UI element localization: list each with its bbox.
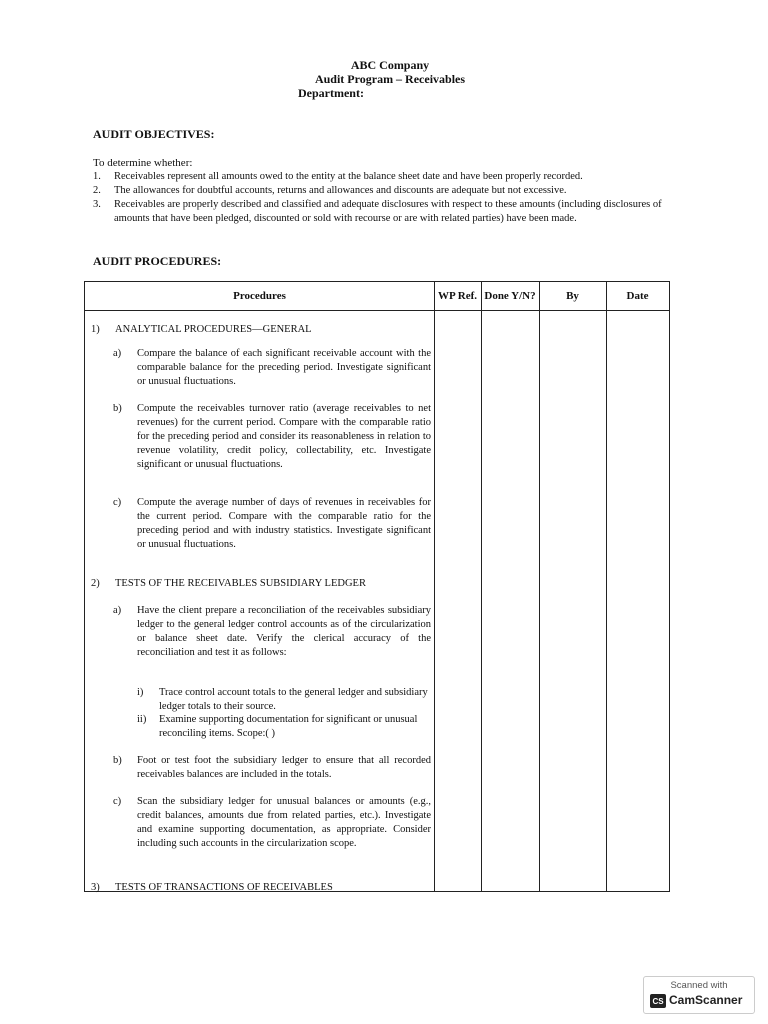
procedure-item: c) Scan the subsidiary ledger for unusual balances or amounts (e.g., credit balances, amounts due from related parties, etc.). Investigate and examine supporting documentation, as appropriate. Consider including such accounts in the circularization scope. <box>113 796 431 849</box>
column-divider <box>481 282 482 891</box>
header-divider <box>85 310 669 311</box>
camscanner-logo-icon: CS <box>650 994 666 1008</box>
column-divider <box>434 282 435 891</box>
col-header-wp-ref: WP Ref. <box>437 290 478 302</box>
procedure-item: b) Compute the receivables turnover ratio (average receivables to net revenues) for the current period. Compare with the comparable ratio for the preceding period and consider its reasonableness in relation to revenue volatility, credit policy, collectability, etc. Investigate significant or unusual fluctuations. <box>113 403 431 470</box>
objectives-list <box>93 170 693 226</box>
procedure-item: a) Have the client prepare a reconciliation of the receivables subsidiary ledger to the general ledger control accounts as of the circularization or balance sheet date. Verify the clerical accuracy of the reconciliation and test it as follows: <box>113 605 431 658</box>
column-divider <box>539 282 540 891</box>
department-label: Department: <box>298 86 364 100</box>
camscanner-watermark <box>643 976 755 1014</box>
objective-item: 1. Receivables represent all amounts owed to the entity at the balance sheet date and have been properly recorded. <box>93 171 583 182</box>
document-header <box>0 58 768 100</box>
col-header-date: Date <box>626 290 649 302</box>
col-header-by: By <box>566 290 579 302</box>
procedure-subitem: i) Trace control account totals to the general ledger and subsidiary ledger totals to their source. <box>137 687 428 712</box>
objective-item: 2. The allowances for doubtful accounts, returns and allowances and discounts are adequate but not excessive. <box>93 185 567 196</box>
column-divider <box>606 282 607 891</box>
procedure-item: c) Compute the average number of days of revenues in receivables for the current period. Compare with the comparable ratio for the preceding period and with industry statistics. Investigate significant or unusual fluctuations. <box>113 497 431 550</box>
procedure-item: b) Foot or test foot the subsidiary ledger to ensure that all recorded receivables balances are included in the totals. <box>113 755 431 780</box>
procedure-subitem: ii) Examine supporting documentation for significant or unusual reconciling items. Scope:( ) <box>137 714 418 739</box>
program-title: Audit Program – Receivables <box>314 72 466 86</box>
objective-item: 3. Receivables are properly described and classified and adequate disclosures with respect to these amounts (including disclosures of amounts that have been pledged, discounted or sold with recourse or are with related parties) have been made. <box>93 199 662 224</box>
section-heading: 1) ANALYTICAL PROCEDURES—GENERAL <box>91 324 312 335</box>
objectives-intro: To determine whether: <box>93 157 193 169</box>
procedure-item: a) Compare the balance of each significant receivable account with the comparable balance for the preceding period. Investigate significant or unusual fluctuations. <box>113 348 431 387</box>
section-heading: 2) TESTS OF THE RECEIVABLES SUBSIDIARY LEDGER <box>91 578 366 589</box>
col-header-procedures: Procedures <box>233 290 286 302</box>
watermark-brand: CamScanner <box>669 993 743 1007</box>
objectives-heading: AUDIT OBJECTIVES: <box>93 127 215 141</box>
watermark-caption: Scanned with <box>670 980 728 991</box>
procedures-heading: AUDIT PROCEDURES: <box>93 254 222 268</box>
section-heading: 3) TESTS OF TRANSACTIONS OF RECEIVABLES <box>91 882 333 893</box>
procedures-table <box>84 281 670 892</box>
col-header-done: Done Y/N? <box>484 290 536 302</box>
company-name: ABC Company <box>350 58 430 72</box>
